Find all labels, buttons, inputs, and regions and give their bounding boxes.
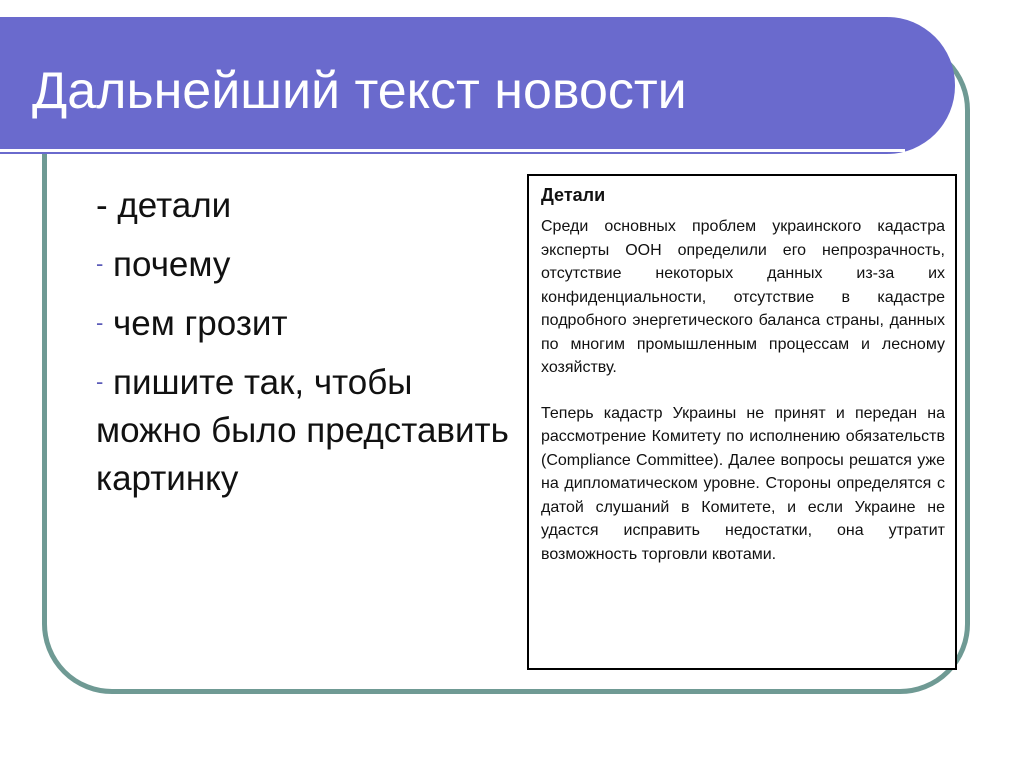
details-paragraph: Среди основных проблем украинского кадастра эксперты ООН определили его непрозрачность, отсутствие некоторых данных из-за их конфиденциальности, отсутствие в кадастре подробного энергетического баланса страны, данных по многим промышленным процессам и лесному хозяйству. <box>541 218 945 377</box>
bullet-item <box>96 182 516 230</box>
bullet-marker: - <box>96 251 104 276</box>
bullet-item <box>96 299 516 348</box>
details-box <box>527 174 957 670</box>
bullet-item <box>96 240 516 289</box>
details-heading: Детали <box>541 185 606 205</box>
title-bar <box>0 17 955 154</box>
bullet-item <box>96 358 516 503</box>
bullet-marker: - <box>96 369 104 394</box>
slide-title: Дальнейший текст новости <box>32 62 687 120</box>
bullet-text: пишите так, чтобы можно было представить картинку <box>96 363 509 498</box>
bullet-list <box>96 182 516 513</box>
bullet-text: чем грозит <box>103 304 288 343</box>
title-underline <box>0 149 905 152</box>
bullet-marker: - <box>96 186 108 225</box>
bullet-marker: - <box>96 310 104 335</box>
details-paragraph: Теперь кадастр Украины не принят и передан на рассмотрение Комитету по исполнению обязательств (Compliance Committee). Далее вопросы решатся уже на дипломатическом уровне. Стороны определятся с датой слушаний в Комитете, и если Украине не удастся исправить недостатки, она утратит возможность торговли квотами. <box>541 404 945 563</box>
bullet-text: почему <box>103 245 231 284</box>
bullet-text: детали <box>107 186 232 225</box>
